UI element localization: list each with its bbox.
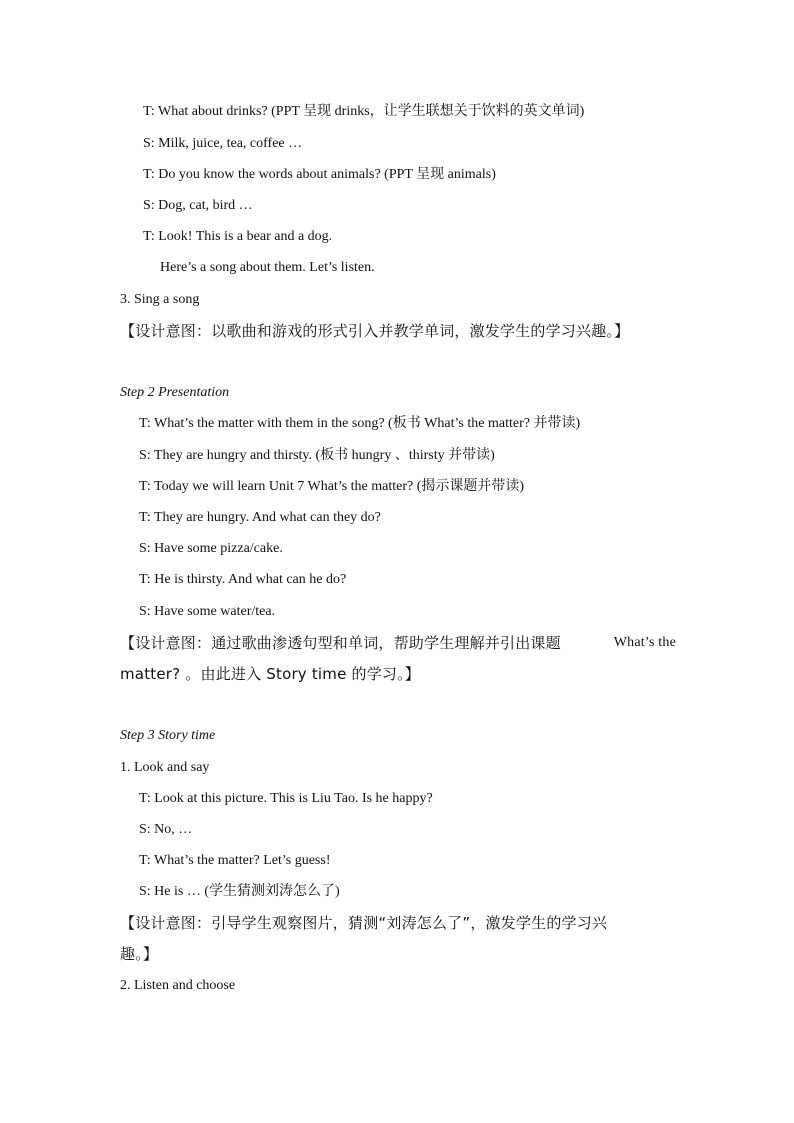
dialogue-line: T: What’s the matter? Let’s guess! xyxy=(139,853,331,868)
dialogue-line: T: Today we will learn Unit 7 What’s the matter? (揭示课题并带读) xyxy=(139,479,525,494)
section-item: 3. Sing a song xyxy=(120,292,200,307)
dialogue-line: T: Look! This is a bear and a dog. xyxy=(143,229,333,244)
dialogue-line: T: What’s the matter with them in the song? (板书 What’s the matter? 并带读) xyxy=(139,416,581,431)
section-item: 2. Listen and choose xyxy=(120,978,236,993)
dialogue-line: T: They are hungry. And what can they do? xyxy=(139,510,381,525)
dialogue-line: T: Do you know the words about animals? (PPT 呈现 animals) xyxy=(143,167,496,182)
section-item: 1. Look and say xyxy=(120,760,210,775)
dialogue-line: T: What about drinks? (PPT 呈现 drinks，让学生联想关于饮料的英文单词) xyxy=(143,104,585,119)
dialogue-line: T: Look at this picture. This is Liu Tao. Is he happy? xyxy=(139,791,433,806)
dialogue-line: T: He is thirsty. And what can he do? xyxy=(139,572,347,587)
design-intent-note: 【设计意图：以歌曲和游戏的形式引入并教学单词，激发学生的学习兴趣。】 xyxy=(120,322,630,340)
step-heading: Step 3 Story time xyxy=(120,728,216,743)
dialogue-line: S: Have some water/tea. xyxy=(139,604,276,619)
design-intent-note: 趣。】 xyxy=(120,945,159,963)
dialogue-line: S: No, … xyxy=(139,822,193,837)
dialogue-line: S: Milk, juice, tea, coffee … xyxy=(143,136,303,151)
design-intent-note: 【设计意图：引导学生观察图片，猜测“刘涛怎么了”，激发学生的学习兴 xyxy=(120,914,608,932)
design-intent-note: matter? 。由此进入 Story time 的学习。】 xyxy=(120,665,421,683)
dialogue-line: S: Dog, cat, bird … xyxy=(143,198,253,213)
intent-text: 【设计意图：通过歌曲渗透句型和单词，帮助学生理解并引出课题 xyxy=(120,634,561,652)
dialogue-line: S: He is … (学生猜测刘涛怎么了) xyxy=(139,884,340,899)
dialogue-line: S: They are hungry and thirsty. (板书 hungry 、thirsty 并带读) xyxy=(139,448,495,463)
step-heading: Step 2 Presentation xyxy=(120,385,230,400)
intent-text: What’s the xyxy=(613,635,676,650)
dialogue-line: Here’s a song about them. Let’s listen. xyxy=(160,260,375,275)
dialogue-line: S: Have some pizza/cake. xyxy=(139,541,283,556)
design-intent-note xyxy=(120,633,676,653)
